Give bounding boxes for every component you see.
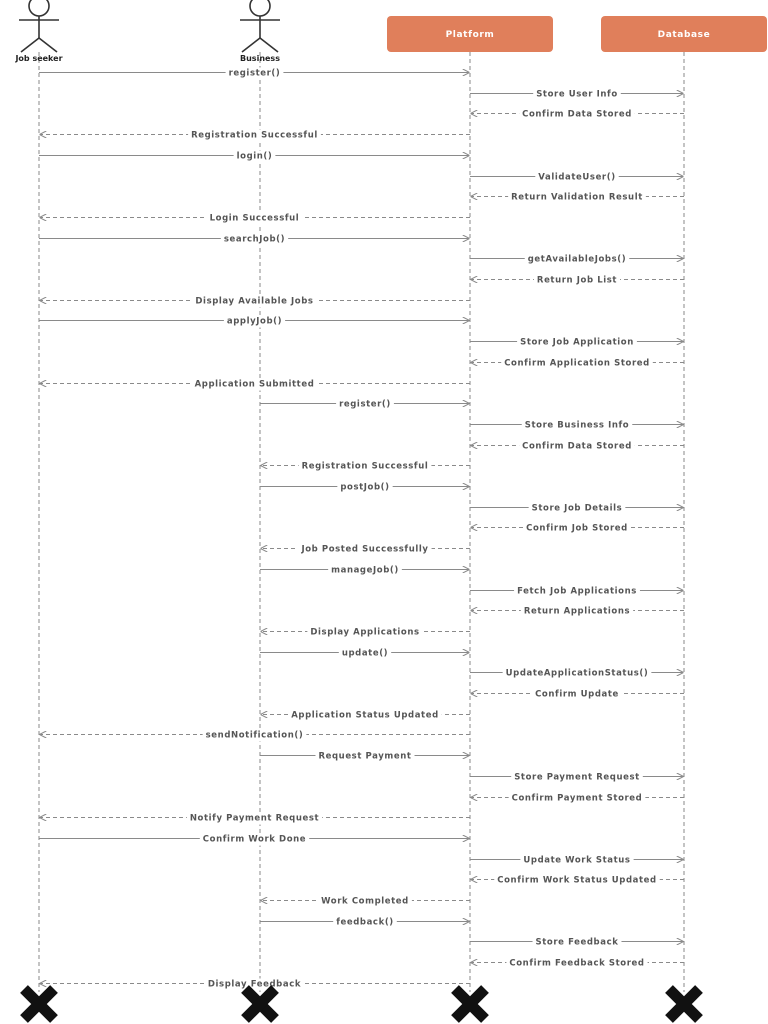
message xyxy=(470,503,683,515)
message xyxy=(260,565,469,577)
message-label: Notify Payment Request xyxy=(189,813,320,824)
message-label: Confirm Job Stored xyxy=(526,523,628,534)
business-destroy-icon xyxy=(245,989,275,1019)
actor-leg-left xyxy=(242,38,260,52)
message xyxy=(39,834,469,846)
actor-head xyxy=(29,0,49,16)
message xyxy=(40,979,470,991)
message xyxy=(470,772,683,784)
message-label: getAvailableJobs() xyxy=(527,254,627,265)
message xyxy=(261,896,470,908)
message xyxy=(471,689,684,701)
message xyxy=(261,627,470,639)
message-label: Display Applications xyxy=(310,627,420,638)
platform-label: Platform xyxy=(445,30,495,40)
job-seeker-label: Job seeker xyxy=(15,54,63,63)
message-label: Store Feedback xyxy=(535,937,619,948)
message xyxy=(471,523,684,535)
message xyxy=(40,730,470,742)
message-label: Confirm Data Stored xyxy=(522,441,632,452)
message-label: Confirm Work Done xyxy=(202,834,307,845)
message xyxy=(470,586,683,598)
message xyxy=(40,130,470,142)
message xyxy=(39,68,469,80)
message xyxy=(471,875,684,887)
message-label: Display Available Jobs xyxy=(195,296,314,307)
message-label: Store Payment Request xyxy=(514,772,640,783)
message xyxy=(40,379,470,391)
message xyxy=(261,461,470,473)
message-label: Registration Successful xyxy=(191,130,318,141)
destruction-marks xyxy=(24,989,699,1019)
message-label: Update Work Status xyxy=(523,855,631,866)
message xyxy=(470,420,683,432)
participant-heads xyxy=(14,0,767,63)
message xyxy=(471,358,684,370)
business-actor-icon xyxy=(240,0,280,52)
message-label: Confirm Application Stored xyxy=(504,358,650,369)
message xyxy=(260,917,469,929)
job-seeker-actor-icon xyxy=(19,0,59,52)
message-label: Request Payment xyxy=(318,751,412,762)
message-label: Login Successful xyxy=(209,213,300,224)
actor-head xyxy=(250,0,270,16)
database-destroy-icon xyxy=(669,989,699,1019)
message xyxy=(39,316,469,328)
message xyxy=(261,544,470,556)
message-label: register() xyxy=(228,68,281,79)
actor-leg-left xyxy=(21,38,39,52)
message-label: Confirm Update xyxy=(535,689,619,700)
message-label: feedback() xyxy=(336,917,394,928)
message-label: Fetch Job Applications xyxy=(517,586,637,597)
message-label: UpdateApplicationStatus() xyxy=(505,668,649,679)
message-label: Confirm Feedback Stored xyxy=(509,958,645,969)
message xyxy=(40,213,470,225)
message xyxy=(39,234,469,246)
message xyxy=(470,254,683,266)
message-label: Store Job Application xyxy=(520,337,634,348)
message-label: Store Business Info xyxy=(524,420,630,431)
message xyxy=(471,192,684,204)
platform-destroy-icon xyxy=(455,989,485,1019)
message xyxy=(470,337,683,349)
message xyxy=(260,399,469,411)
message-label: Job Posted Successfully xyxy=(301,544,429,555)
business-label: Business xyxy=(240,54,280,63)
message xyxy=(470,668,683,680)
actor-leg-right xyxy=(260,38,278,52)
message xyxy=(40,296,470,308)
message-label: applyJob() xyxy=(226,316,283,327)
message xyxy=(39,151,469,163)
message-label: Application Status Updated xyxy=(291,710,439,721)
message xyxy=(471,793,684,805)
message xyxy=(260,648,469,660)
message-label: Application Submitted xyxy=(194,379,315,390)
message-label: sendNotification() xyxy=(205,730,304,741)
messages xyxy=(39,68,684,991)
message xyxy=(471,441,684,453)
message-label: Return Applications xyxy=(523,606,631,617)
message xyxy=(40,813,470,825)
message-label: Store Job Details xyxy=(531,503,623,514)
message xyxy=(471,958,684,970)
message-label: postJob() xyxy=(340,482,390,493)
message-label: Confirm Data Stored xyxy=(522,109,632,120)
message-label: searchJob() xyxy=(223,234,286,245)
message xyxy=(470,937,683,949)
job-seeker-destroy-icon xyxy=(24,989,54,1019)
message-label: Registration Successful xyxy=(301,461,429,472)
message xyxy=(470,172,683,184)
message xyxy=(470,855,683,867)
message-label: manageJob() xyxy=(331,565,399,576)
message xyxy=(261,710,470,722)
message-label: register() xyxy=(339,399,391,410)
message-label: Display Feedback xyxy=(207,979,302,990)
message xyxy=(471,109,684,121)
message-label: login() xyxy=(236,151,273,162)
message xyxy=(471,606,684,618)
message-label: Store User Info xyxy=(536,89,618,100)
database-label: Database xyxy=(657,30,711,40)
message-label: update() xyxy=(341,648,389,659)
message xyxy=(470,89,683,101)
message xyxy=(260,751,469,763)
message-label: Work Completed xyxy=(321,896,409,907)
message-label: Confirm Payment Stored xyxy=(511,793,643,804)
actor-leg-right xyxy=(39,38,57,52)
message-label: ValidateUser() xyxy=(538,172,616,183)
message-label: Confirm Work Status Updated xyxy=(497,875,657,886)
message xyxy=(260,482,469,494)
message xyxy=(471,275,684,287)
message-label: Return Validation Result xyxy=(511,192,643,203)
message-label: Return Job List xyxy=(536,275,618,286)
